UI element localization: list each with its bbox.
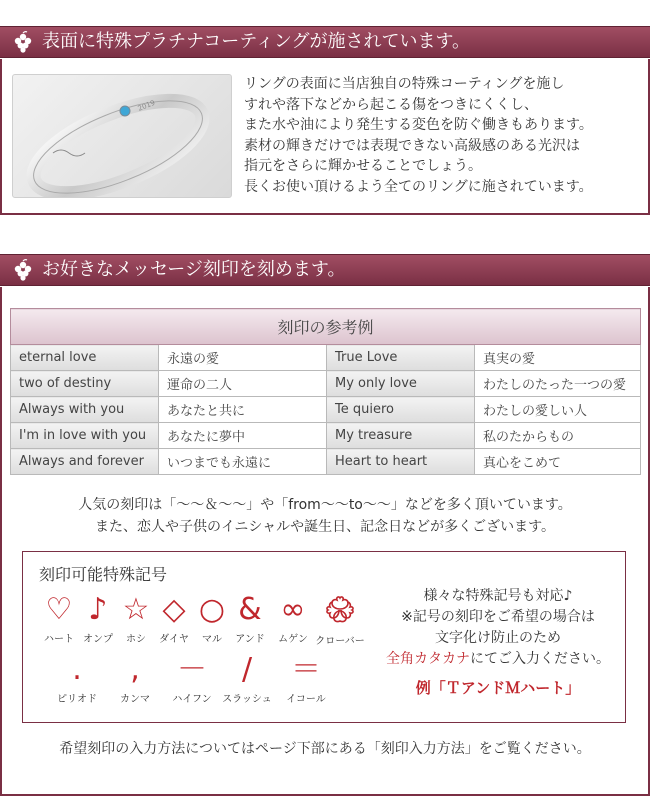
popular-line: また、恋人や子供のイニシャルや誕生日、記念日などが多くございます。 <box>94 519 556 535</box>
symbols-example: 例「ＴアンドＭハート」 <box>415 679 581 697</box>
symbol-slash: / スラッシュ <box>219 652 275 705</box>
symbols-note <box>373 586 623 699</box>
example-japanese: あなたと共に <box>159 397 327 423</box>
music-note-icon: ♪ <box>88 592 108 627</box>
example-japanese: 永遠の愛 <box>159 345 327 371</box>
grape-ornament-icon <box>10 30 36 56</box>
coating-line: 指元をさらに輝かせることでしょう。 <box>244 158 482 174</box>
ring-photo <box>12 74 232 198</box>
example-japanese: 私のたからもの <box>475 423 641 449</box>
example-english: True Love <box>327 345 475 371</box>
symbols-note-line: ※記号の刻印をご希望の場合は <box>401 609 595 625</box>
section-header-engraving <box>0 254 650 286</box>
table-row <box>11 397 641 423</box>
example-japanese: 運命の二人 <box>159 371 327 397</box>
grape-ornament-icon <box>10 258 36 284</box>
special-symbols-box <box>22 551 626 723</box>
diamond-icon: ◇ <box>162 592 186 627</box>
symbol-infinity: ∞ ムゲン <box>271 592 315 645</box>
example-japanese: わたしのたった一つの愛 <box>475 371 641 397</box>
symbol-circle: ○ マル <box>193 592 231 645</box>
example-english: Always and forever <box>11 449 159 475</box>
example-japanese: 真心をこめて <box>475 449 641 475</box>
example-english: Heart to heart <box>327 449 475 475</box>
coating-line: また水や油により発生する変色を防ぐ働きもあります。 <box>244 117 593 133</box>
example-japanese: わたしの愛しい人 <box>475 397 641 423</box>
section-header-engraving-title: お好きなメッセージ刻印を刻めます。 <box>42 259 346 280</box>
coating-description <box>244 74 644 197</box>
symbol-diamond: ◇ ダイヤ <box>155 592 193 645</box>
symbol-comma: , カンマ <box>115 652 155 705</box>
table-row <box>11 371 641 397</box>
star-icon: ☆ <box>122 592 150 627</box>
symbol-heart: ♡ ハート <box>39 592 79 645</box>
engraving-examples-table <box>10 308 641 475</box>
example-japanese: 真実の愛 <box>475 345 641 371</box>
circle-icon: ○ <box>198 592 226 627</box>
section-header-coating <box>0 26 650 58</box>
section-header-coating-title: 表面に特殊プラチナコーティングが施されています。 <box>42 31 471 52</box>
table-row <box>11 423 641 449</box>
coating-line: 素材の輝きだけでは表現できない高級感のある光沢は <box>244 137 580 154</box>
example-english: two of destiny <box>11 371 159 397</box>
symbol-equal: ＝ イコール <box>281 652 331 705</box>
table-row <box>11 345 641 371</box>
period-icon: . <box>72 652 82 687</box>
symbol-and: & アンド <box>229 592 271 645</box>
hyphen-icon: － <box>177 652 207 687</box>
special-symbols-title: 刻印可能特殊記号 <box>39 565 168 584</box>
svg-text:2019: 2019 <box>136 98 157 113</box>
katakana-highlight: 全角カタカナ <box>386 651 470 667</box>
clover-icon <box>324 594 356 626</box>
example-english: Te quiero <box>327 397 475 423</box>
ampersand-icon: & <box>238 592 262 627</box>
infinity-icon: ∞ <box>280 592 306 627</box>
ring-illustration-icon <box>13 75 232 198</box>
input-method-note: 希望刻印の入力方法についてはページ下部にある「刻印入力方法」をご覧ください。 <box>59 741 591 757</box>
example-english: My treasure <box>327 423 475 449</box>
symbols-note-line: 様々な特殊記号も対応♪ <box>423 588 573 604</box>
example-english: My only love <box>327 371 475 397</box>
table-row <box>11 449 641 475</box>
example-english: eternal love <box>11 345 159 371</box>
coating-line: すれや落下などから起こる傷をつきにくくし、 <box>244 96 538 113</box>
symbol-note: ♪ オンプ <box>79 592 117 645</box>
coating-line: 長くお使い頂けるよう全てのリングに施されています。 <box>244 178 593 195</box>
example-english: Always with you <box>11 397 159 423</box>
symbol-period: . ピリオド <box>55 652 99 705</box>
symbols-note-line: 文字化け防止のため <box>435 630 561 646</box>
equal-icon: ＝ <box>291 652 321 687</box>
comma-icon: , <box>130 652 140 687</box>
heart-icon: ♡ <box>45 592 73 627</box>
symbol-hyphen: － ハイフン <box>167 652 217 705</box>
symbol-star: ☆ ホシ <box>117 592 155 645</box>
example-english: I'm in love with you <box>11 423 159 449</box>
slash-icon: / <box>241 652 253 687</box>
table-title: 刻印の参考例 <box>11 309 641 345</box>
popular-line: 人気の刻印は「～～＆～～」や「from～～to～～」などを多く頂いています。 <box>78 497 572 513</box>
example-japanese: いつまでも永遠に <box>159 449 327 475</box>
coating-line: リングの表面に当店独自の特殊コーティングを施し <box>244 76 565 92</box>
symbols-note-line: 全角カタカナにてご入力ください。 <box>386 651 610 667</box>
popular-engravings-text <box>0 494 650 538</box>
example-japanese: あなたに夢中 <box>159 423 327 449</box>
symbol-clover: クローバー <box>313 592 367 647</box>
